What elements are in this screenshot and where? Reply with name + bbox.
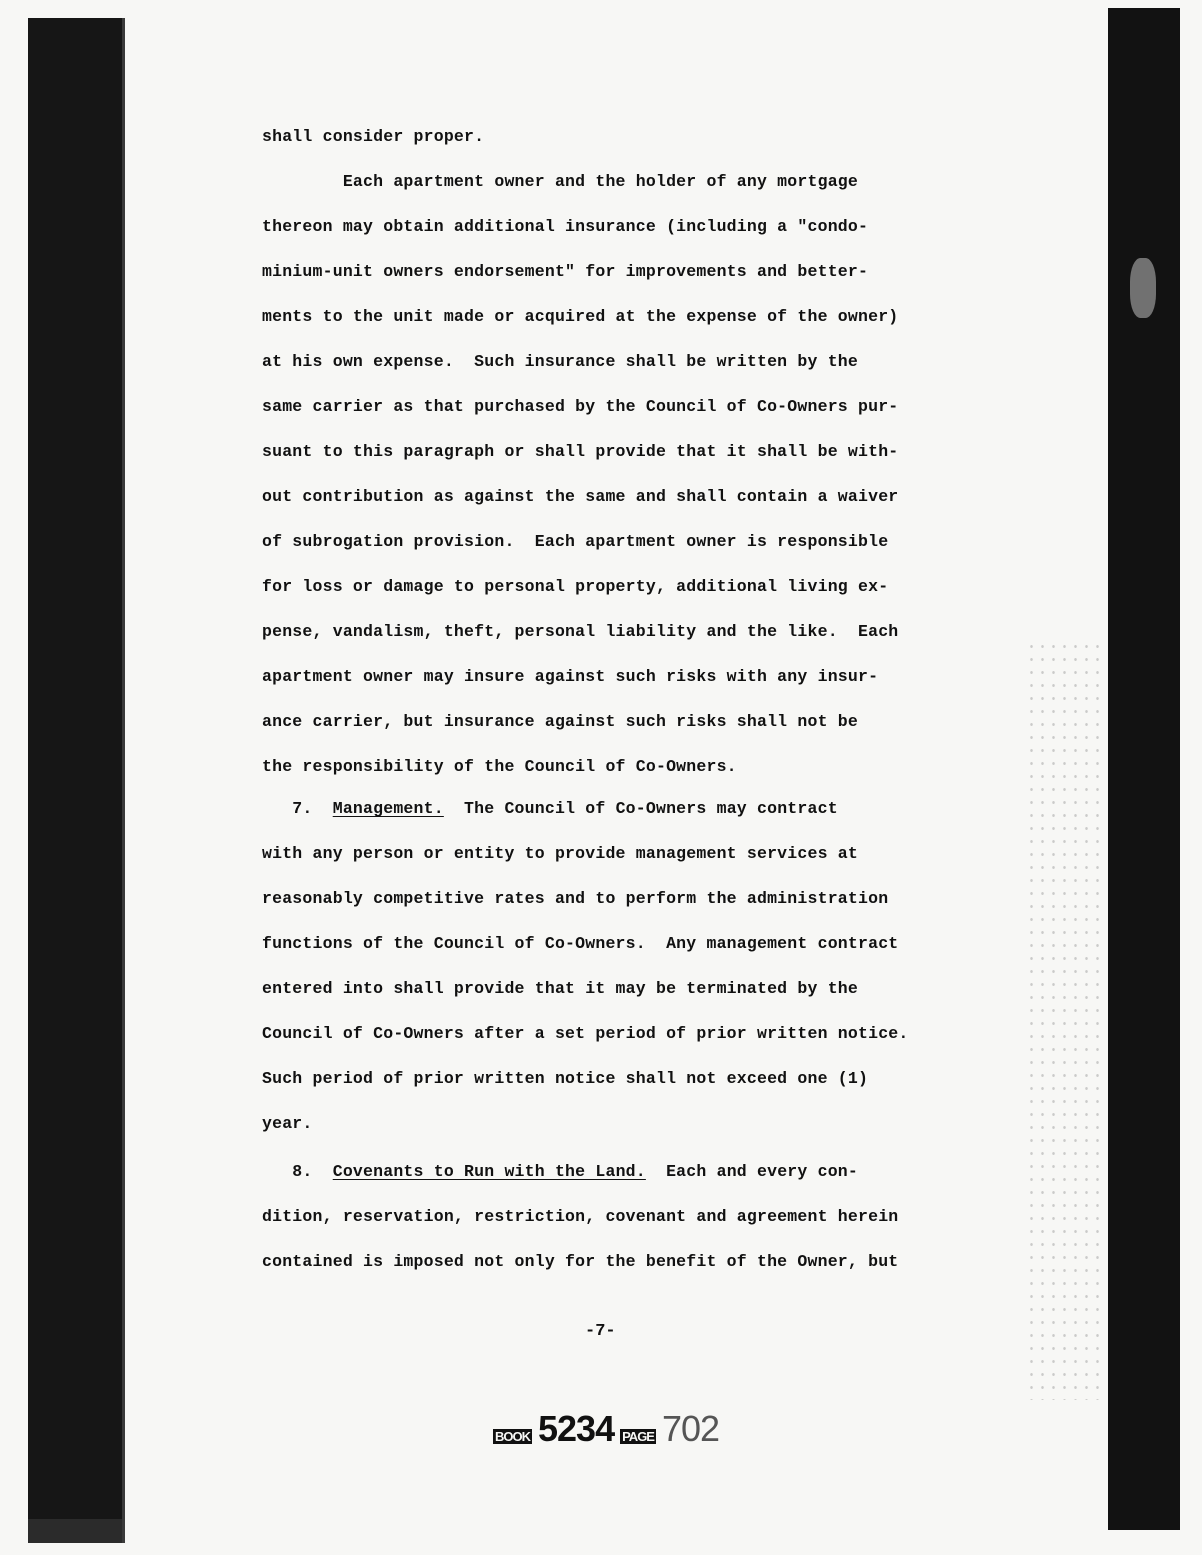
body-line: shall consider proper. — [262, 127, 485, 146]
body-line: Council of Co-Owners after a set period of prior written notice. — [262, 1024, 909, 1043]
section-7-number: 7. — [262, 799, 333, 818]
body-line: with any person or entity to provide management services at — [262, 844, 858, 863]
section-7-first-line — [262, 798, 838, 820]
body-line: ments to the unit made or acquired at the expense of the owner) — [262, 307, 899, 326]
body-line: of subrogation provision. Each apartment owner is responsible — [262, 532, 889, 551]
page-label: PAGE — [622, 1429, 654, 1444]
body-line: functions of the Council of Co-Owners. Any management contract — [262, 934, 899, 953]
section-8-heading: Covenants to Run with the Land. — [332, 1162, 646, 1181]
scan-margin-right — [1108, 8, 1180, 1530]
section-8-first-line — [262, 1161, 858, 1183]
body-line: out contribution as against the same and shall contain a waiver — [262, 487, 899, 506]
body-line: reasonably competitive rates and to perform the administration — [262, 889, 889, 908]
body-line: minium-unit owners endorsement" for improvements and better- — [262, 262, 869, 281]
body-line: at his own expense. Such insurance shall be written by the — [262, 352, 858, 371]
body-line: for loss or damage to personal property, additional living ex- — [262, 577, 889, 596]
body-line: Each apartment owner and the holder of any mortgage — [262, 172, 858, 191]
body-line: year. — [262, 1114, 313, 1133]
body-line: Such period of prior written notice shall not exceed one (1) — [262, 1069, 869, 1088]
body-line: contained is imposed not only for the benefit of the Owner, but — [262, 1252, 899, 1271]
book-number: 5234 — [538, 1408, 615, 1449]
section-7-text: The Council of Co-Owners may contract — [443, 799, 838, 818]
body-line: apartment owner may insure against such risks with any insur- — [262, 667, 879, 686]
book-page-reference — [493, 1408, 719, 1450]
body-line: ance carrier, but insurance against such risks shall not be — [262, 712, 858, 731]
book-label: BOOK — [495, 1429, 530, 1444]
scan-noise — [1026, 640, 1106, 1400]
body-line: the responsibility of the Council of Co-Owners. — [262, 757, 737, 776]
page-number: -7- — [585, 1322, 616, 1341]
body-line: pense, vandalism, theft, personal liability and the like. Each — [262, 622, 899, 641]
body-line: dition, reservation, restriction, covenant and agreement herein — [262, 1207, 899, 1226]
body-line: entered into shall provide that it may be terminated by the — [262, 979, 858, 998]
body-line: suant to this paragraph or shall provide that it shall be with- — [262, 442, 899, 461]
page-ref: 702 — [661, 1408, 720, 1449]
section-8-number: 8. — [262, 1162, 333, 1181]
scan-margin-left — [28, 18, 125, 1543]
body-line: same carrier as that purchased by the Council of Co-Owners pur- — [262, 397, 899, 416]
body-line: thereon may obtain additional insurance (including a "condo- — [262, 217, 869, 236]
section-8-text: Each and every con- — [645, 1162, 859, 1181]
section-7-heading: Management. — [332, 799, 444, 818]
